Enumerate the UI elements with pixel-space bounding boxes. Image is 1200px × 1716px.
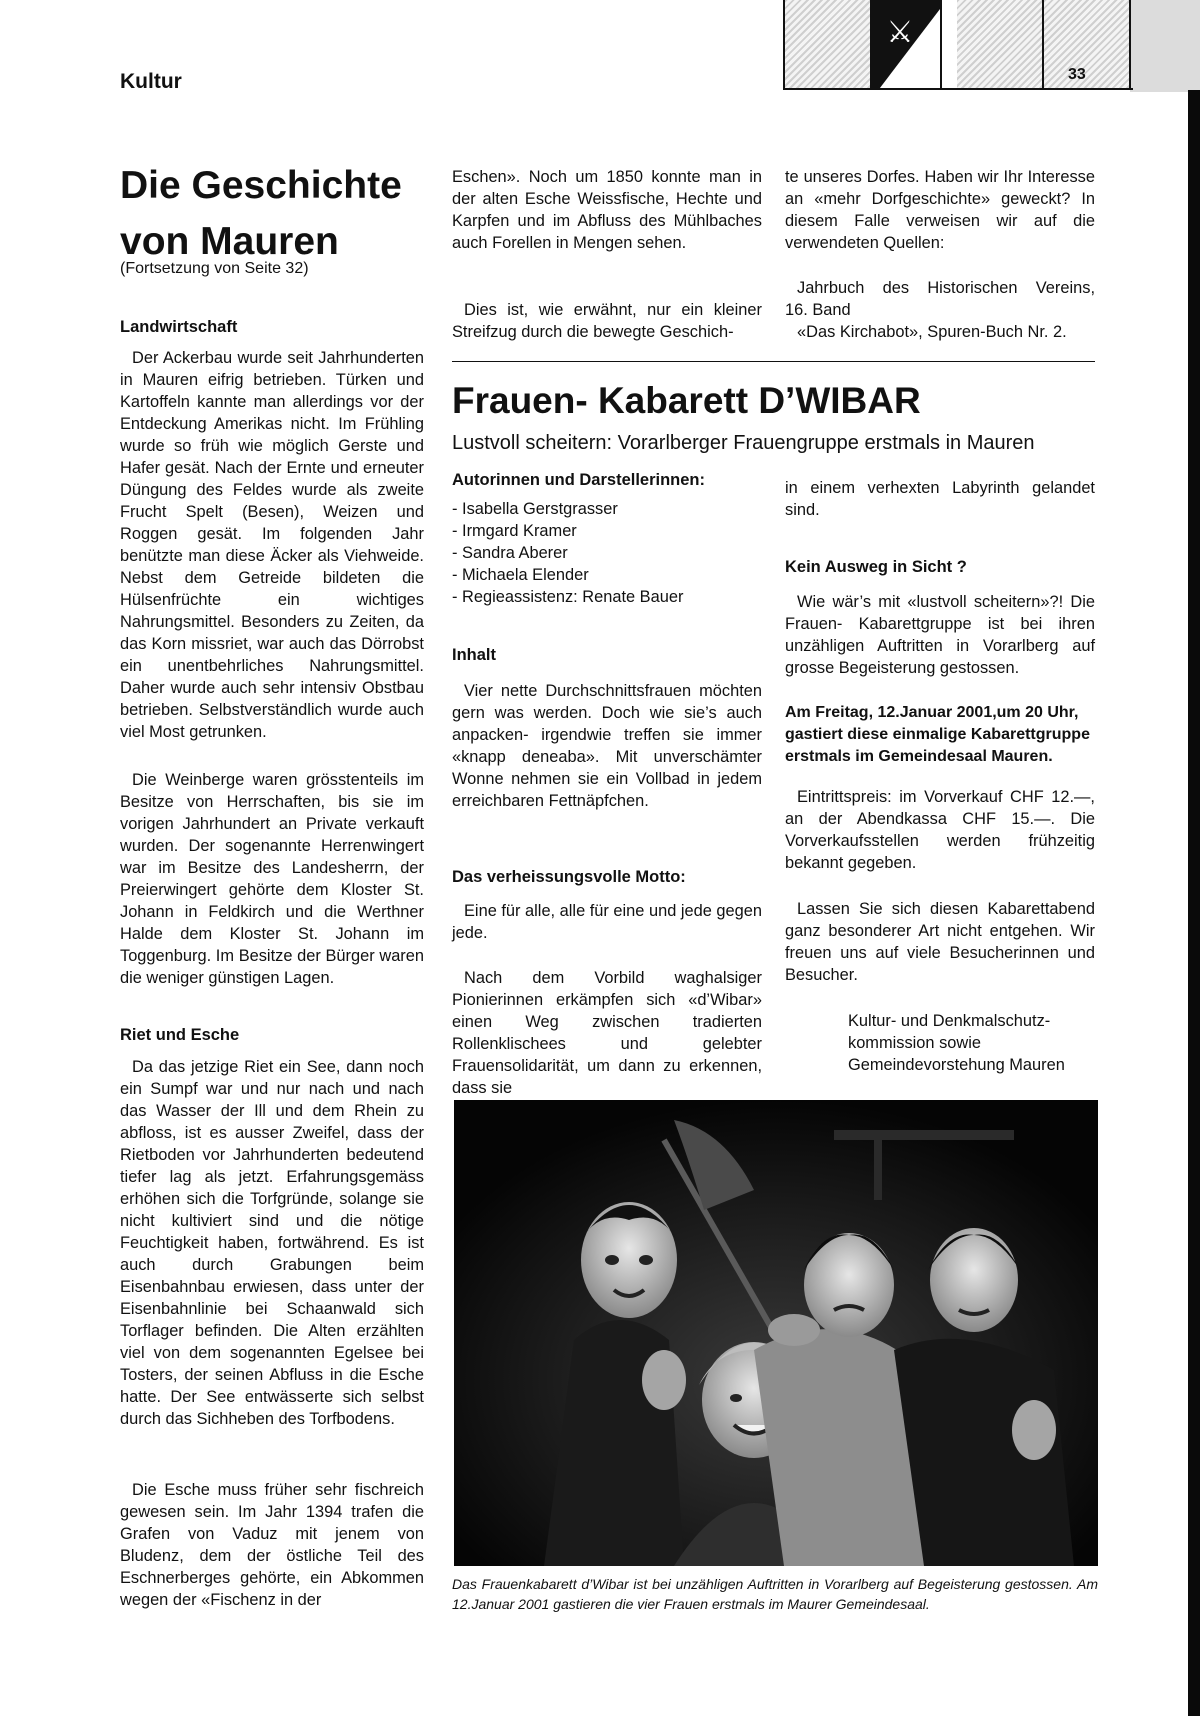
cabaret-photo-art <box>454 1100 1098 1566</box>
paragraph-motto: Eine für alle, alle für eine und jede gegen jede. <box>452 902 762 942</box>
paragraph-lassen: Lassen Sie sich diesen Kabarettabend ganz besonderer Art nicht entgehen. Wir freuen uns auf viele Besucherinnen und Besucher. <box>785 900 1095 984</box>
wibar-subtitle: Lustvoll scheitern: Vorarlberger Frauengruppe erstmals in Mauren <box>452 432 1035 454</box>
signature-line: Kultur- und Denkmalschutz- <box>848 1012 1051 1030</box>
heading-riet-esche: Riet und Esche <box>120 1026 240 1044</box>
cast-list <box>452 498 683 608</box>
cast-item: - Regieassistenz: Renate Bauer <box>452 588 684 606</box>
sources-list <box>785 277 1095 343</box>
paragraph-eintritt: Eintrittspreis: im Vorverkauf CHF 12.—, an der Abendkassa CHF 15.—. Die Vorverkaufsstellen werden frühzeitig bekannt gegeben. <box>785 788 1095 872</box>
paragraph-esche-cont: Eschen». Noch um 1850 konnte man in der alten Esche Weissfische, Hechte und Karpfen und im Abfluss des Mühlbaches auch Forellen in Mengen sehen. <box>452 168 762 252</box>
heading-autorinnen: Autorinnen und Darstellerinnen: <box>452 471 706 489</box>
heading-inhalt: Inhalt <box>452 646 496 664</box>
header-rule <box>783 88 1133 90</box>
article-title-line1: Die Geschichte <box>120 164 402 207</box>
page-corner <box>1130 0 1200 92</box>
signature-line: Gemeindevorstehung Mauren <box>848 1056 1065 1074</box>
paragraph-riet: Da das jetzige Riet ein See, dann noch ein Sumpf war und nur nach und nach das Wasser der Ill und dem Rhein zu abfloss, ist es ausser Zweifel, dass der Rietboden vor Jahrhunderten bedeutend tiefer lag als jetzt. Erfahrungsgemäss erhöhen sich die Torfgründe, solange sie nicht kultiviert sind und die nötige Feuchtigkeit haben, fortwährend. Es ist auch durch Grabungen beim Eisenbahnbau erwiesen, dass unter der Eisenbahnlinie bei Schaanwald sich Torflager befinden. Die Alten erzählten viel von dem sogenannten Egelsee bei Tosters, der seinen Abfluss in die Esche hatte. Der See entwässerte sich selbst durch das Sichheben des Torfbodens. <box>120 1058 424 1428</box>
cast-item: - Isabella Gerstgrasser <box>452 500 618 518</box>
paragraph-dorfgeschichte: te unseres Dorfes. Haben wir Ihr Interesse an «mehr Dorfgeschichte» geweckt? In diesem Falle verweisen wir auf die verwendeten Quellen: <box>785 168 1095 252</box>
photo-caption: Das Frauenkabarett d’Wibar ist bei unzähligen Auftritten in Vorarlberg auf Begeisterung gestossen. Am 12.Januar 2001 gastieren die vier Frauen erstmals im Maurer Gemeindesaal. <box>452 1576 1098 1612</box>
wibar-title: Frauen- Kabarett D’WIBAR <box>452 380 921 421</box>
header-tab <box>1044 0 1131 90</box>
paragraph-ausweg: Wie wär’s mit «lustvoll scheitern»?! Die Frauen- Kabarettgruppe ist bei ihren unzähligen Auftritten in Vorarlberg auf grosse Begeisterung gestossen. <box>785 593 1095 677</box>
signature <box>848 1010 1065 1076</box>
paragraph-inhalt: Vier nette Durchschnittsfrauen möchten gern was werden. Doch wie sie’s auch anpacken- irgendwie treffen sie immer «knapp deneaba». Mit unverschämter Wonne nehmen sie ein Vollbad in jedem erreichbaren Fettnäpfchen. <box>452 682 762 810</box>
paragraph-esche: Die Esche muss früher sehr fischreich gewesen sein. Im Jahr 1394 trafen die Grafen von Vaduz mit jenem von Bludenz, dem der östliche Teil des Eschnerberges gehörte, ein Abkommen wegen der «Fischenz in der <box>120 1481 424 1609</box>
article-title <box>120 158 420 270</box>
header-tab <box>957 0 1044 90</box>
paragraph-vorbild: Nach dem Vorbild waghalsiger Pionierinnen erkämpfen sich «d’Wibar» einen Weg zwischen tradierten Rollenklischees und gelebter Frauensolidarität, um dann zu erkennen, dass sie <box>452 969 762 1097</box>
page-number: 33 <box>1068 66 1086 83</box>
section-label: Kultur <box>120 70 182 93</box>
paragraph-date: Am Freitag, 12.Januar 2001,um 20 Uhr, gastiert diese einmalige Kabarettgruppe erstmals im Gemeindesaal Mauren. <box>785 704 1090 765</box>
article-divider <box>452 361 1095 362</box>
cast-item: - Irmgard Kramer <box>452 522 577 540</box>
source-item: «Das Kirchabot», Spuren-Buch Nr. 2. <box>797 323 1067 341</box>
heading-ausweg: Kein Ausweg in Sicht ? <box>785 558 967 576</box>
scan-edge <box>1188 90 1200 1716</box>
heading-motto: Das verheissungsvolle Motto: <box>452 868 686 886</box>
article-title-line2: von Mauren <box>120 220 339 263</box>
paragraph-weinberge: Die Weinberge waren grösstenteils im Besitze von Herrschaften, bis sie im vorigen Jahrhundert an Private verkauft wurden. Der sogenannte Herrenwingert war im Besitze des Landesherrn, der Preierwingert gehörte dem Kloster St. Johann in Feldkirch und die Werthner Halde dem Kloster St. Johann im Toggenburg. Im Besitze der Bürger waren die weniger günstigen Lagen. <box>120 771 424 987</box>
paragraph-streifzug: Dies ist, wie erwähnt, nur ein kleiner Streifzug durch die bewegte Geschich- <box>452 301 762 341</box>
paragraph-landwirtschaft: Der Ackerbau wurde seit Jahrhunderten in Mauren eifrig betrieben. Türken und Kartoffeln kannte man allerdings vor der Entdeckung Amerikas nicht. Im Frühling wurde so früh wie möglich Gerste und Hafer gesät. Nach der Ernte und erneuter Düngung des Feldes wurde als zweite Frucht Spelt (Besen), Weizen und Roggen gesät. Im folgenden Jahr benützte man diese Äcker als Viehweide. Nebst dem Getreide bildeten die Hülsenfrüchte ein wichtiges Nahrungsmittel. Besonders zu Zeiten, da das Korn missriet, war auch das Dörrobst ein unentbehrliches Nahrungsmittel. Daher wurde auch sehr intensiv Obstbau betrieben. Selbstverständlich wurde auch viel Most getrunken. <box>120 349 424 741</box>
header-tab <box>785 0 872 90</box>
paragraph-labyrinth: in einem verhexten Labyrinth gelandet sind. <box>785 479 1095 519</box>
header-tab <box>940 0 942 90</box>
source-item: 16. Band <box>785 301 851 319</box>
continuation-note: (Fortsetzung von Seite 32) <box>120 260 309 277</box>
signature-line: kommission sowie <box>848 1034 981 1052</box>
cast-item: - Michaela Elender <box>452 566 589 584</box>
cabaret-photo <box>454 1100 1098 1566</box>
heading-landwirtschaft: Landwirtschaft <box>120 318 238 336</box>
crossed-tools-icon: ⚔ <box>886 16 914 49</box>
source-item: Jahrbuch des Historischen Vereins, <box>797 279 1095 297</box>
cast-item: - Sandra Aberer <box>452 544 568 562</box>
